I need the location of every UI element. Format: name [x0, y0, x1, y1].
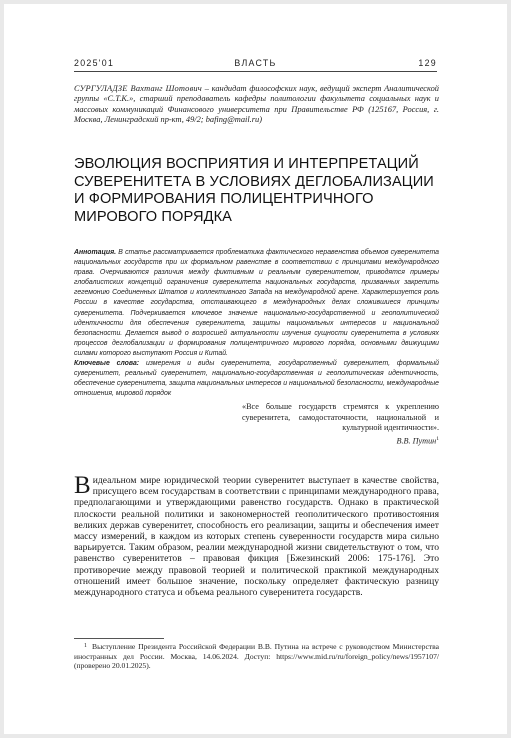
issue-number: 2025'01 — [74, 58, 115, 68]
abstract-block — [74, 248, 439, 399]
footnote-text: Выступление Президента Российской Федерации В.В. Путина на встрече с руководством Министерства иностранных дел России. Москва, 14.06.2024. Доступ: https://www.mid.ru/ru/foreign_policy/news/1957107/ (проверено 20.01.2025). — [74, 642, 439, 671]
abstract-text: В статье рассматривается проблематика фактического неравенства объемов суверенитета национальных государств при их формальном равенстве в соответствии с принципами международного права. Очерчиваются различия между фиктивным и реальным суверенитетом, приводятся примеры глобалистских концепций ограничения суверенитета национальных государств, призванных закрепить гегемонию Соединенных Штатов и коллективного Запада на международной арене. Характеризуется роль России в качестве государства, отстаивающего в международных делах сложившиеся принципы суверенитета. Подчеркивается ключевое значение национально-государственной и геополитической идентичности для обеспечения суверенитета, защиты национальных интересов и национальной безопасности. Делается вывод о возросшей актуальности изучения сущности суверенитета в условиях процессов деглобализации и формирования полицентричного мирового порядка, основными движущими силами которого выступают Россия и Китай. — [74, 249, 439, 357]
epigraph-footnote-ref[interactable]: 1 — [436, 435, 439, 442]
journal-page — [4, 4, 507, 734]
abstract-label: Аннотация. — [74, 249, 117, 256]
header-rule — [74, 71, 437, 72]
article-title: ЭВОЛЮЦИЯ ВОСПРИЯТИЯ И ИНТЕРПРЕТАЦИЙ СУВЕРЕНИТЕТА В УСЛОВИЯХ ДЕГЛОБАЛИЗАЦИИ И ФОРМИРОВАНИЯ ПОЛИЦЕНТРИЧНОГО МИРОВОГО ПОРЯДКА — [74, 156, 434, 225]
author-name: СУРГУЛАДЗЕ Вахтанг Шотович — [74, 84, 202, 93]
keywords-text: измерения и виды суверенитета, государственный суверенитет, формальный суверенитет, реальный суверенитет, национально-государственная и геополитическая идентичность, обеспечение суверенитета, защита национальных интересов и национальной безопасности, международные отношения, мировой порядок — [74, 360, 439, 398]
author-info — [74, 84, 439, 126]
page-number: 129 — [418, 58, 437, 68]
footnote — [74, 642, 439, 671]
drop-cap: В — [74, 472, 91, 499]
body-paragraph — [74, 472, 439, 599]
author-bio: – кандидат философских наук, ведущий эксперт Аналитической группы «С.Т.К.», старший преподаватель кафедры политологии факультета социальных наук и массовых коммуникаций Финансового университета при Правительстве РФ (125167, Россия, г. Москва, Ленинградский пр-кт, 49/2; bafing@mail.ru) — [74, 84, 439, 125]
footnote-number: 1 — [84, 643, 87, 649]
footnote-rule — [74, 638, 164, 639]
epigraph-attribution: В.В. Путин$^1$ — [396, 435, 439, 446]
epigraph — [242, 402, 439, 447]
keywords-label: Ключевые слова: — [74, 360, 140, 368]
body-paragraph-text: идеальном мире юридической теории суверенитет выступает в качестве свойства, присущего всем государствам в соответствии с принципами международного права, предполагающими и утверждающими равенство государств. Однако в практической плоскости реальной политики и закономерностей геополитического противостояния великих держав суверенитет, способность его реализации, защиты и обеспечения имеет массу измерений, в каждом из которых степень суверенности государств мира сильно варьируется. Таким образом, реалии международной жизни свидетельствуют о том, что равенство суверенитетов – правовая фикция [Бжезинский 2006: 175-176]. Это противоречие между правовой теорией и политической практикой международных отношений имеет большое значение, поскольку определяет фактическую разницу международного статуса и объема реального суверенитета государств. — [74, 475, 439, 599]
section-name: ВЛАСТЬ — [234, 58, 277, 68]
epigraph-quote: «Все больше государств стремятся к укреплению суверенитета, самодостаточности, национальной и культурной идентичности». — [242, 402, 439, 433]
